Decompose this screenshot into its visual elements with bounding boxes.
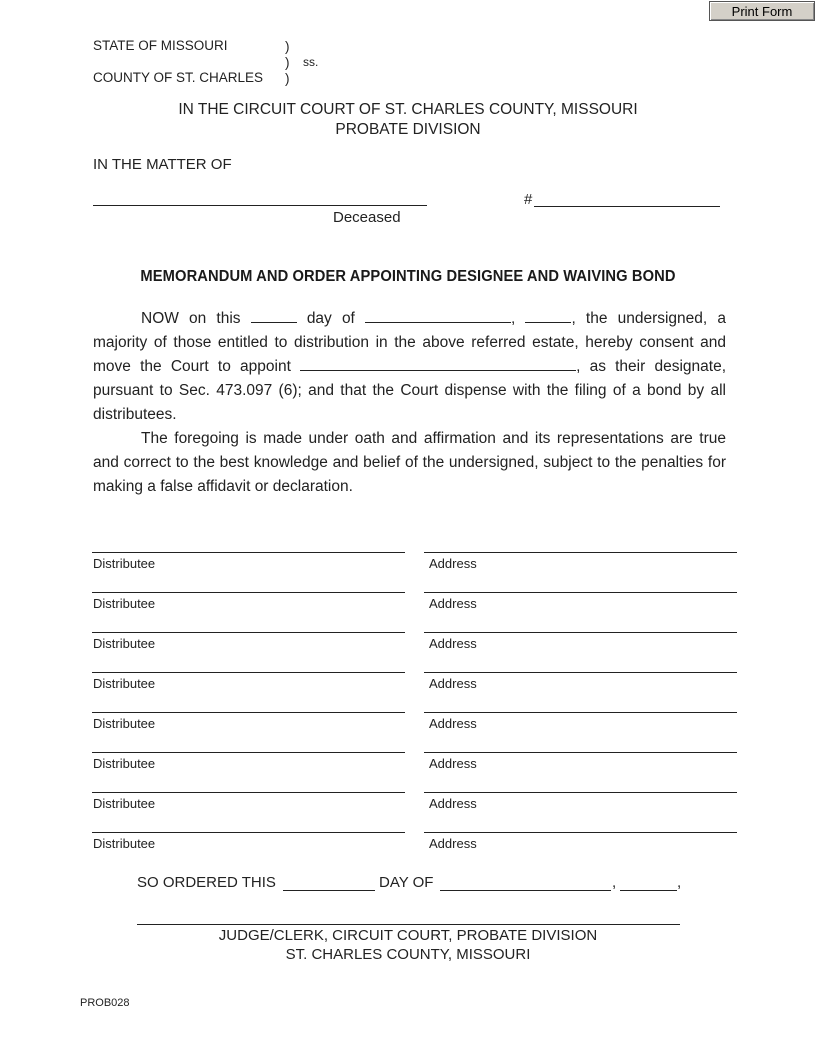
distributee-label: Distributee [93,796,156,811]
address-line[interactable] [424,752,737,753]
judge-title: JUDGE/CLERK, CIRCUIT COURT, PROBATE DIVISION [218,927,598,944]
paragraph-2 [93,427,726,499]
so-ordered-text: SO ORDERED THIS [137,874,276,891]
day-blank[interactable] [251,308,297,323]
paragraph-1 [93,307,726,427]
order-year-field[interactable] [620,890,677,891]
distributee-label: Distributee [93,636,156,651]
distributee-signature-line[interactable] [92,632,405,633]
judge-county: ST. CHARLES COUNTY, MISSOURI [285,946,531,963]
court-name: IN THE CIRCUIT COURT OF ST. CHARLES COUNTY, MISSOURI [178,101,638,118]
address-label: Address [429,636,477,651]
case-number-label: # [524,191,533,208]
venue-paren-3: ) [285,71,290,86]
order-day-field[interactable] [283,890,375,891]
deceased-label: Deceased [333,209,401,226]
distributee-label: Distributee [93,556,156,571]
distributee-signature-line[interactable] [92,832,405,833]
order-comma-2: , [677,874,682,891]
order-day-of-text: DAY OF [379,874,434,891]
address-line[interactable] [424,592,737,593]
judge-signature-line[interactable] [137,924,680,925]
distributee-signature-line[interactable] [92,592,405,593]
distributee-signature-line[interactable] [92,672,405,673]
distributee-label: Distributee [93,596,156,611]
address-label: Address [429,596,477,611]
now-on-this-text: NOW on this [141,310,241,327]
address-label: Address [429,556,477,571]
day-of-text: day of [306,310,355,327]
address-line[interactable] [424,832,737,833]
distributee-signature-line[interactable] [92,752,405,753]
month-blank[interactable] [365,308,511,323]
address-line[interactable] [424,792,737,793]
designate-text: , as their designate, pursuant to Sec. 473.097 (6); and that the Court dispense with the filing of a bond by all distributees. [93,358,726,423]
comma-text: , [511,310,516,327]
distributee-signature-line[interactable] [92,552,405,553]
order-month-field[interactable] [440,890,611,891]
address-line[interactable] [424,672,737,673]
court-division: PROBATE DIVISION [335,121,481,138]
distributee-signature-line[interactable] [92,792,405,793]
designee-name-blank[interactable] [300,356,576,371]
matter-label: IN THE MATTER OF [93,156,232,173]
address-line[interactable] [424,632,737,633]
venue-paren-2: ) [285,55,290,70]
distributee-label: Distributee [93,676,156,691]
distributee-label: Distributee [93,836,156,851]
form-number: PROB028 [80,997,130,1009]
undersigned-text: , the undersigned, a majority of those entitled to distribution in the above referred estate, hereby consent and move the Court to appoint [93,310,726,375]
oath-text: The foregoing is made under oath and affirmation and its representations are true and correct to the best knowledge and belief of the undersigned, subject to the penalties for making a false affidavit or declaration. [93,430,726,495]
venue-paren-1: ) [285,39,290,54]
print-form-button[interactable]: Print Form [709,1,815,21]
venue-county: COUNTY OF ST. CHARLES [93,70,264,85]
address-label: Address [429,836,477,851]
venue-ss: ss. [303,55,319,69]
decedent-name-field[interactable] [93,205,427,206]
address-label: Address [429,676,477,691]
venue-state: STATE OF MISSOURI [93,38,228,53]
year-blank[interactable] [525,308,571,323]
distributee-label: Distributee [93,756,156,771]
order-comma-1: , [612,874,617,891]
address-label: Address [429,756,477,771]
document-title: MEMORANDUM AND ORDER APPOINTING DESIGNEE AND WAIVING BOND [140,268,676,285]
address-label: Address [429,796,477,811]
distributee-signature-line[interactable] [92,712,405,713]
address-line[interactable] [424,552,737,553]
address-line[interactable] [424,712,737,713]
case-number-field[interactable] [534,206,720,207]
distributee-label: Distributee [93,716,156,731]
memorandum-body [93,307,726,499]
address-label: Address [429,716,477,731]
